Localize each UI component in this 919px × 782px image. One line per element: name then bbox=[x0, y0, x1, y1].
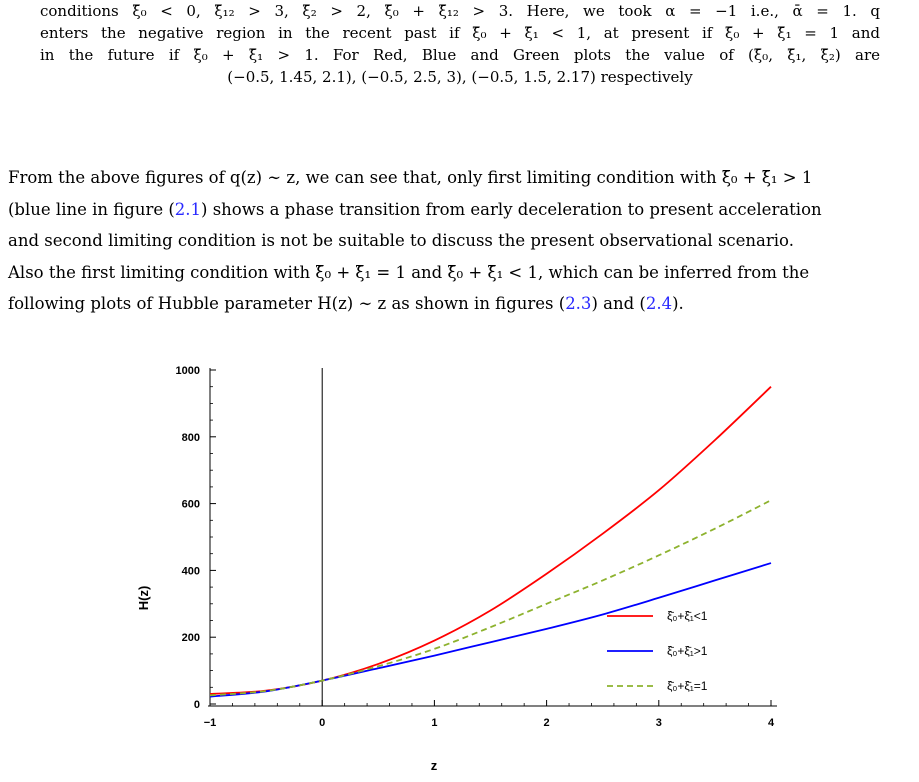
y-tick-label: 600 bbox=[181, 498, 200, 511]
figure-caption bbox=[40, 0, 880, 88]
series-line-3 bbox=[210, 500, 771, 695]
x-tick-label: 3 bbox=[655, 717, 662, 729]
x-tick-label: 2 bbox=[543, 717, 550, 729]
y-axis-label: H(z) bbox=[136, 585, 151, 611]
series-line-2 bbox=[210, 563, 771, 697]
figure-ref-link[interactable]: 2.3 bbox=[565, 294, 592, 313]
y-tick-label: 1000 bbox=[175, 365, 200, 377]
axes bbox=[176, 365, 777, 729]
caption-line: (−0.5, 1.45, 2.1), (−0.5, 2.5, 3), (−0.5, 1.5, 2.17) respectively bbox=[227, 68, 693, 86]
x-tick-label: 4 bbox=[767, 717, 775, 729]
legend bbox=[607, 609, 708, 693]
y-tick-label: 400 bbox=[181, 565, 200, 578]
paragraph-line: Also the first limiting condition with ξ̄₀ + ξ̄₁ = 1 and ξ̄₀ + ξ̄₁ < 1, which can be inferred from the bbox=[8, 262, 810, 282]
paragraph-text: ) and ( bbox=[591, 294, 646, 313]
x-axis-label: z bbox=[430, 758, 438, 773]
paragraph-line bbox=[8, 194, 913, 226]
paragraph-text: (blue line in figure ( bbox=[8, 199, 175, 219]
paragraph-line: From the above figures of q(z) ∼ z, we can see that, only first limiting condition with ξ̄₀ + ξ̄₁ > 1 bbox=[8, 168, 813, 187]
y-tick-label: 200 bbox=[181, 632, 200, 645]
paragraph-text: ) shows a phase transition from early deceleration to present acceleration bbox=[201, 199, 822, 219]
y-tick-label: 800 bbox=[181, 431, 200, 444]
legend-label: ξ̄₀+ξ̄₁>1 bbox=[667, 644, 708, 658]
hubble-parameter-figure bbox=[0, 358, 919, 782]
figure-ref-link[interactable]: 2.4 bbox=[645, 294, 673, 313]
paragraph-text: following plots of Hubble parameter H(z) ∼ z as shown in figures ( bbox=[8, 294, 566, 313]
y-tick-label: 0 bbox=[193, 699, 200, 711]
x-tick-label: −1 bbox=[203, 717, 217, 729]
x-tick-label: 1 bbox=[431, 717, 438, 729]
x-tick-label: 0 bbox=[319, 717, 326, 729]
paragraph-text: ). bbox=[672, 294, 684, 313]
legend-label: ξ̄₀+ξ̄₁<1 bbox=[667, 609, 708, 623]
paragraph-line: and second limiting condition is not be suitable to discuss the present observational scenario. bbox=[8, 231, 794, 250]
body-paragraph bbox=[8, 162, 913, 320]
hubble-chart bbox=[0, 358, 919, 778]
figure-ref-link[interactable]: 2.1 bbox=[174, 199, 202, 219]
legend-label: ξ̄₀+ξ̄₁=1 bbox=[667, 679, 708, 693]
caption-line: enters the negative region in the recent past if ξ̄₀ + ξ̄₁ < 1, at present if ξ̄₀ + ξ̄₁ = 1 and bbox=[40, 24, 880, 42]
paragraph-line bbox=[8, 288, 913, 320]
caption-line: conditions ξ̄₀ < 0, ξ̄₁₂ > 3, ξ̄₂ > 2, ξ̄₀ + ξ̄₁₂ > 3. Here, we took α = −1 i.e., ᾱ = 1. q bbox=[40, 2, 880, 20]
caption-line: in the future if ξ̄₀ + ξ̄₁ > 1. For Red, Blue and Green plots the value of (ξ̄₀, ξ̄₁, ξ̄₂) are bbox=[40, 46, 880, 64]
